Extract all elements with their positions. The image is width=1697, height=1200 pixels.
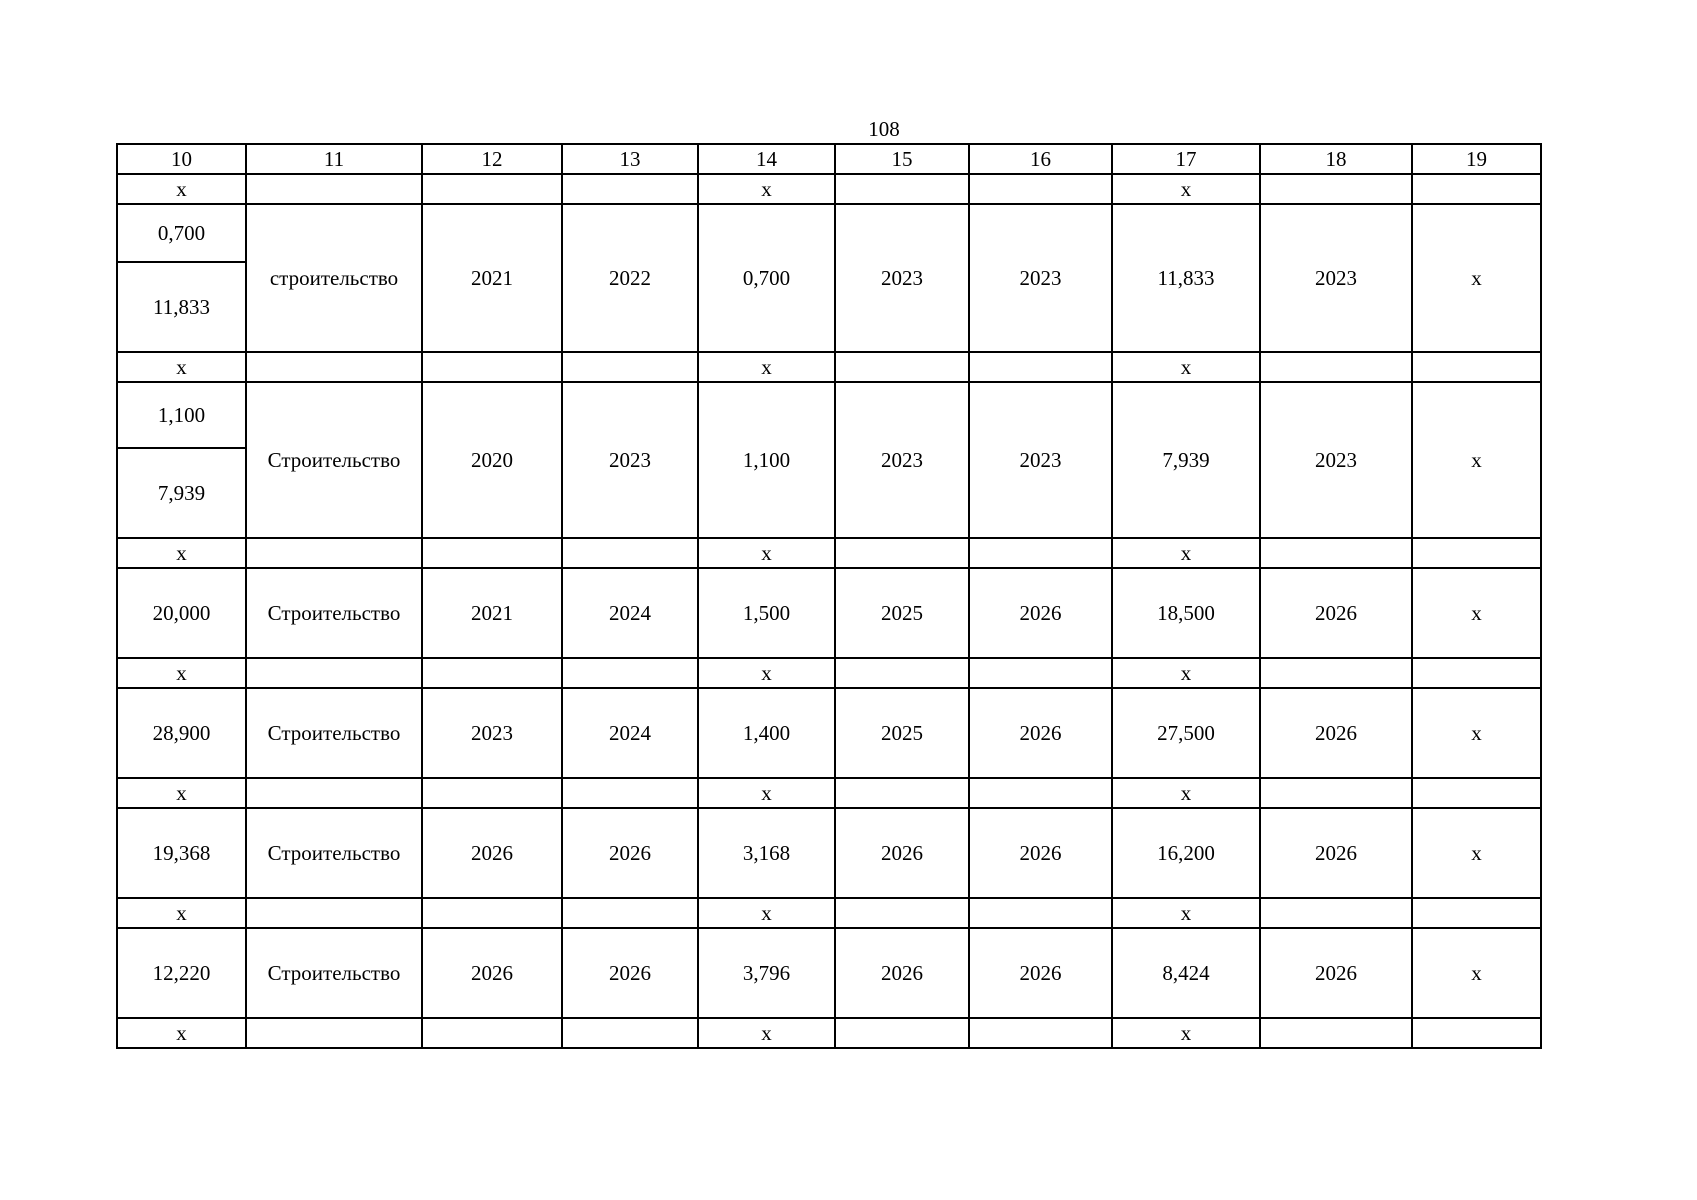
table-cell: x xyxy=(1112,174,1260,204)
table-cell: Строительство xyxy=(246,568,422,658)
table-cell xyxy=(422,174,562,204)
table-cell xyxy=(246,898,422,928)
table-cell xyxy=(969,1018,1112,1048)
header-cell: 11 xyxy=(246,144,422,174)
table-cell: 18,500 xyxy=(1112,568,1260,658)
table-row xyxy=(117,808,1541,898)
table-cell: x xyxy=(117,778,246,808)
table-cell: x xyxy=(1412,382,1541,538)
table-cell: x xyxy=(1112,1018,1260,1048)
table-cell: 28,900 xyxy=(117,688,246,778)
header-cell: 18 xyxy=(1260,144,1412,174)
table-cell: Строительство xyxy=(246,928,422,1018)
table-cell xyxy=(835,1018,969,1048)
table-cell: 2024 xyxy=(562,688,698,778)
table-cell: x xyxy=(1112,778,1260,808)
header-cell: 17 xyxy=(1112,144,1260,174)
table-cell xyxy=(1260,898,1412,928)
table-cell xyxy=(422,1018,562,1048)
table-cell: Строительство xyxy=(246,808,422,898)
table-cell xyxy=(246,352,422,382)
table-cell: 2026 xyxy=(1260,928,1412,1018)
table-cell: x xyxy=(117,352,246,382)
table-cell: 1,500 xyxy=(698,568,835,658)
table-cell: x xyxy=(1412,808,1541,898)
table-cell xyxy=(1260,658,1412,688)
header-cell: 12 xyxy=(422,144,562,174)
table-cell: 7,939 xyxy=(1112,382,1260,538)
table-cell: 2026 xyxy=(1260,688,1412,778)
table-cell xyxy=(1260,778,1412,808)
table-cell: 1,100 xyxy=(117,382,246,448)
table-cell xyxy=(1260,538,1412,568)
table-cell: 11,833 xyxy=(117,262,246,352)
table-cell: 2023 xyxy=(835,204,969,352)
table-cell: x xyxy=(1412,928,1541,1018)
table-cell xyxy=(1412,1018,1541,1048)
table-cell: 2026 xyxy=(969,568,1112,658)
table-cell: 2023 xyxy=(422,688,562,778)
table-cell xyxy=(562,898,698,928)
table-cell xyxy=(246,538,422,568)
data-table xyxy=(116,143,1542,1049)
table-row xyxy=(117,928,1541,1018)
table-cell: x xyxy=(698,898,835,928)
table-cell: x xyxy=(117,1018,246,1048)
table-row xyxy=(117,688,1541,778)
table-cell: 0,700 xyxy=(117,204,246,262)
table-cell xyxy=(1412,898,1541,928)
table-cell: x xyxy=(1412,204,1541,352)
table-cell: 2026 xyxy=(1260,808,1412,898)
x-row xyxy=(117,1018,1541,1048)
table-cell: 2024 xyxy=(562,568,698,658)
x-row xyxy=(117,778,1541,808)
table-cell xyxy=(562,658,698,688)
table-cell: x xyxy=(698,778,835,808)
table-cell: строительство xyxy=(246,204,422,352)
table-row xyxy=(117,382,1541,448)
table-cell: 12,220 xyxy=(117,928,246,1018)
header-cell: 15 xyxy=(835,144,969,174)
table-cell: 16,200 xyxy=(1112,808,1260,898)
table-cell xyxy=(422,658,562,688)
table-cell xyxy=(969,658,1112,688)
table-cell: x xyxy=(1112,538,1260,568)
table-cell xyxy=(562,778,698,808)
table-cell: Строительство xyxy=(246,382,422,538)
table-cell: 2026 xyxy=(1260,568,1412,658)
x-row xyxy=(117,538,1541,568)
table-cell: 2020 xyxy=(422,382,562,538)
table-cell xyxy=(969,174,1112,204)
table-cell: x xyxy=(117,658,246,688)
table-cell: 0,700 xyxy=(698,204,835,352)
table-cell: 20,000 xyxy=(117,568,246,658)
table-cell xyxy=(422,898,562,928)
x-row xyxy=(117,898,1541,928)
table-cell xyxy=(422,778,562,808)
table-cell: 2021 xyxy=(422,204,562,352)
table-row xyxy=(117,204,1541,262)
table-cell xyxy=(969,778,1112,808)
table-cell: 2023 xyxy=(1260,204,1412,352)
table-cell: 1,100 xyxy=(698,382,835,538)
table-cell: x xyxy=(698,174,835,204)
table-cell xyxy=(246,1018,422,1048)
table-cell: x xyxy=(1112,898,1260,928)
header-row xyxy=(117,144,1541,174)
table-cell xyxy=(835,778,969,808)
table-cell: Строительство xyxy=(246,688,422,778)
table-cell: 2025 xyxy=(835,568,969,658)
table-cell xyxy=(1412,352,1541,382)
table-cell: x xyxy=(698,352,835,382)
table-cell: 2026 xyxy=(969,808,1112,898)
table-cell: 2023 xyxy=(1260,382,1412,538)
x-row xyxy=(117,658,1541,688)
table-cell xyxy=(835,538,969,568)
table-cell: 2023 xyxy=(969,204,1112,352)
x-row xyxy=(117,174,1541,204)
table-cell xyxy=(1412,658,1541,688)
table-cell xyxy=(1260,1018,1412,1048)
table-cell: 7,939 xyxy=(117,448,246,538)
table-cell xyxy=(969,352,1112,382)
table-cell: x xyxy=(698,658,835,688)
table-cell xyxy=(562,174,698,204)
table-cell xyxy=(1412,778,1541,808)
table-cell xyxy=(969,898,1112,928)
table-cell: x xyxy=(117,538,246,568)
table-cell: x xyxy=(698,1018,835,1048)
table-cell xyxy=(1260,174,1412,204)
table-cell: x xyxy=(1112,352,1260,382)
table-cell xyxy=(1260,352,1412,382)
table-cell: 2026 xyxy=(562,928,698,1018)
header-cell: 14 xyxy=(698,144,835,174)
table-cell: 2021 xyxy=(422,568,562,658)
table-cell xyxy=(246,658,422,688)
table-cell: 2026 xyxy=(562,808,698,898)
table-cell: 2026 xyxy=(422,808,562,898)
header-cell: 13 xyxy=(562,144,698,174)
table-cell: 3,796 xyxy=(698,928,835,1018)
table-cell xyxy=(422,352,562,382)
table-cell: 2023 xyxy=(562,382,698,538)
table-cell: 2026 xyxy=(835,808,969,898)
table-cell xyxy=(246,174,422,204)
table-row xyxy=(117,568,1541,658)
table-cell: x xyxy=(1412,568,1541,658)
table-cell xyxy=(835,898,969,928)
table-cell xyxy=(562,538,698,568)
x-row xyxy=(117,352,1541,382)
table-cell: 2022 xyxy=(562,204,698,352)
header-cell: 10 xyxy=(117,144,246,174)
table-cell xyxy=(1412,174,1541,204)
table-cell: 2026 xyxy=(969,928,1112,1018)
page-number: 108 xyxy=(868,117,900,141)
table-cell: 2026 xyxy=(969,688,1112,778)
table-cell: x xyxy=(117,898,246,928)
header-cell: 16 xyxy=(969,144,1112,174)
table-cell: 2026 xyxy=(422,928,562,1018)
table-cell: 8,424 xyxy=(1112,928,1260,1018)
table-cell xyxy=(1412,538,1541,568)
table-cell xyxy=(969,538,1112,568)
table-cell xyxy=(422,538,562,568)
table-cell: 27,500 xyxy=(1112,688,1260,778)
table-cell: x xyxy=(698,538,835,568)
table-cell: x xyxy=(117,174,246,204)
table-cell: 2023 xyxy=(969,382,1112,538)
table-cell: x xyxy=(1412,688,1541,778)
table-cell: 1,400 xyxy=(698,688,835,778)
table-cell: 2025 xyxy=(835,688,969,778)
table-cell xyxy=(835,658,969,688)
header-cell: 19 xyxy=(1412,144,1541,174)
table-cell xyxy=(246,778,422,808)
table-cell: 11,833 xyxy=(1112,204,1260,352)
table-cell: 2026 xyxy=(835,928,969,1018)
table-cell xyxy=(835,174,969,204)
table-cell xyxy=(835,352,969,382)
table-cell: 19,368 xyxy=(117,808,246,898)
table-cell xyxy=(562,1018,698,1048)
table-cell: 3,168 xyxy=(698,808,835,898)
table-cell: x xyxy=(1112,658,1260,688)
table-cell xyxy=(562,352,698,382)
table-cell: 2023 xyxy=(835,382,969,538)
